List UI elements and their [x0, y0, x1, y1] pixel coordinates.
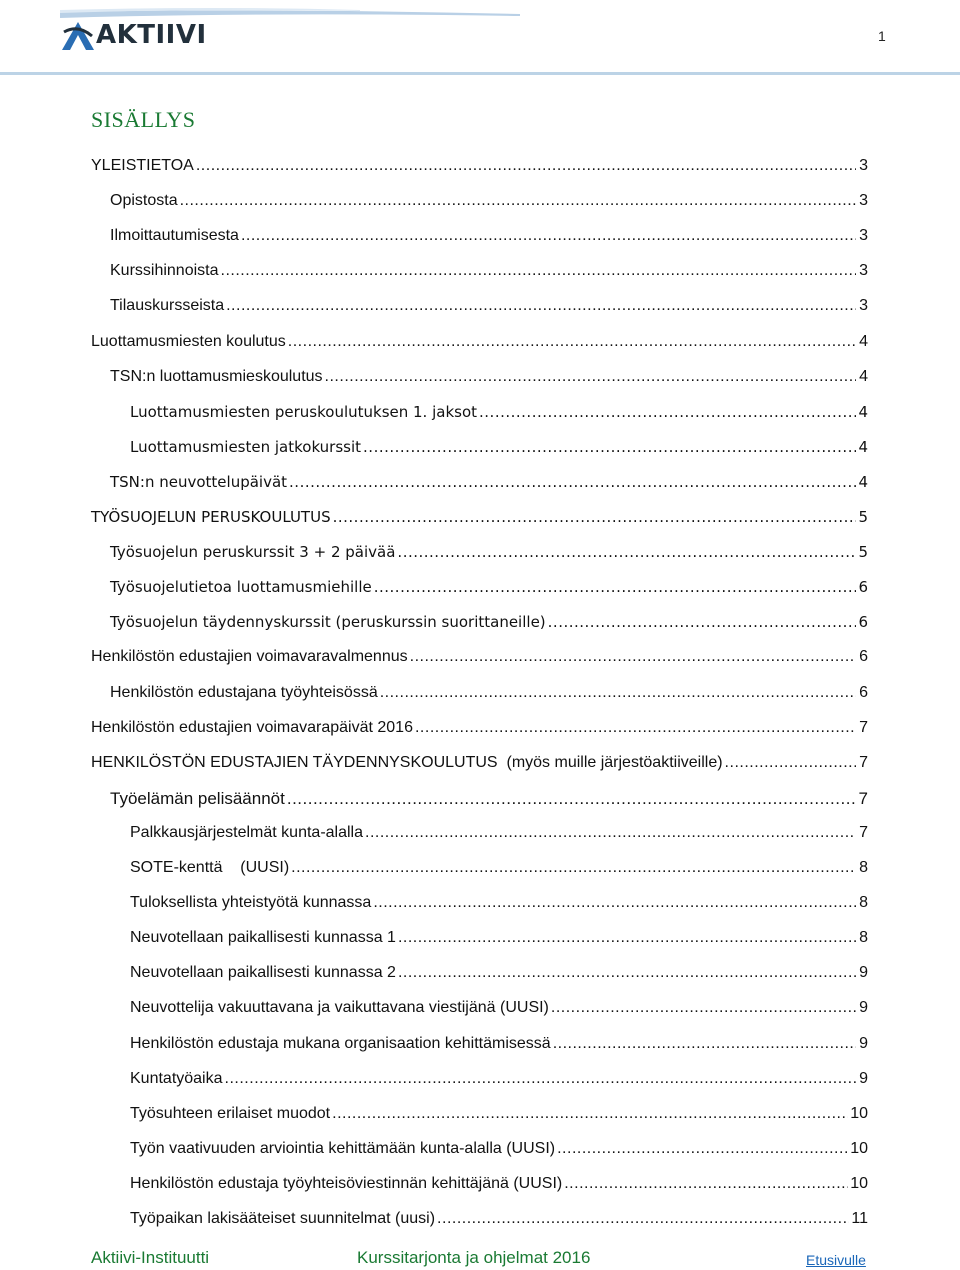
toc-entry[interactable]: [110, 368, 868, 392]
footer-document-title: Kurssitarjonta ja ohjelmat 2016: [357, 1248, 591, 1267]
toc-entry-label: Työelämän pelisäännöt: [110, 789, 285, 808]
toc-entry[interactable]: [130, 1105, 868, 1129]
toc-entry-page: 6: [859, 648, 868, 665]
toc-entry-label: Luottamusmiesten jatkokurssit: [130, 438, 362, 456]
toc-entry-page: 9: [859, 1070, 868, 1087]
toc-entry-label: Opistosta: [110, 192, 178, 209]
toc-entry-page: 10: [850, 1140, 868, 1157]
toc-leader-dots: [332, 1105, 848, 1123]
toc-entry[interactable]: [110, 192, 868, 216]
toc-entry-page: 9: [859, 999, 868, 1016]
toc-entry-label: YLEISTIETOA: [91, 157, 194, 174]
toc-leader-dots: [374, 578, 856, 596]
toc-entry[interactable]: [91, 754, 868, 778]
aktiivi-logo-icon: [58, 18, 98, 54]
toc-leader-dots: [288, 333, 856, 351]
toc-entry-label: SOTE-kenttä (UUSI): [130, 859, 290, 876]
toc-leader-dots: [564, 1175, 848, 1193]
toc-leader-dots: [226, 297, 856, 315]
toc-entry[interactable]: [110, 262, 868, 286]
toc-entry[interactable]: [130, 824, 868, 848]
toc-leader-dots: [725, 754, 856, 772]
toc-entry[interactable]: [91, 719, 868, 743]
toc-leader-dots: [437, 1210, 849, 1228]
toc-leader-dots: [333, 508, 856, 526]
toc-entry[interactable]: [130, 1140, 868, 1164]
footer-organization: Aktiivi-Instituutti: [91, 1248, 210, 1267]
toc-entry-page: 3: [859, 297, 868, 314]
toc-entry[interactable]: [91, 648, 868, 672]
toc-entry-page: 4: [858, 403, 868, 421]
toc-entry-page: 8: [859, 859, 868, 876]
toc-entry-page: 7: [858, 789, 868, 808]
toc-leader-dots: [398, 929, 856, 947]
toc-entry-label: Neuvotellaan paikallisesti kunnassa 1: [130, 929, 396, 946]
toc-entry-page: 7: [859, 719, 868, 736]
toc-entry-label: Kuntatyöaika: [130, 1070, 223, 1087]
toc-entry-page: 10: [850, 1175, 868, 1192]
toc-entry-page: 6: [859, 684, 868, 701]
toc-entry-page: 3: [859, 227, 868, 244]
toc-entry-page: 8: [859, 894, 868, 911]
toc-entry-page: 3: [859, 262, 868, 279]
toc-entry[interactable]: [110, 684, 868, 708]
toc-leader-dots: [225, 1070, 856, 1088]
toc-entry[interactable]: [110, 297, 868, 321]
toc-entry-label: Tuloksellista yhteistyötä kunnassa: [130, 894, 372, 911]
toc-leader-dots: [180, 192, 856, 210]
toc-entry-page: 9: [859, 1035, 868, 1052]
toc-leader-dots: [557, 1140, 848, 1158]
toc-entry[interactable]: [91, 508, 868, 532]
toc-entry-label: Työsuojelutietoa luottamusmiehille: [110, 578, 372, 596]
toc-entry-page: 4: [859, 368, 868, 385]
toc-entry[interactable]: [110, 227, 868, 251]
toc-entry-label: Neuvotellaan paikallisesti kunnassa 2: [130, 964, 396, 981]
toc-entry-label: Palkkausjärjestelmät kunta-alalla: [130, 824, 363, 841]
toc-entry[interactable]: [130, 1175, 868, 1199]
toc-entry-label: Henkilöstön edustaja työyhteisöviestinnän kehittäjänä (UUSI): [130, 1175, 563, 1192]
toc-entry-label: Henkilöstön edustajien voimavaravalmennus: [91, 648, 408, 665]
toc-leader-dots: [398, 964, 856, 982]
toc-entry-page: 5: [858, 543, 868, 561]
toc-leader-dots: [415, 719, 856, 737]
toc-entry-label: TYÖSUOJELUN PERUSKOULUTUS: [91, 508, 331, 526]
toc-entry[interactable]: [110, 789, 868, 813]
toc-entry-page: 6: [858, 578, 868, 596]
toc-entry[interactable]: [91, 157, 868, 181]
toc-leader-dots: [551, 999, 856, 1017]
toc-entry[interactable]: [130, 859, 868, 883]
toc-entry-label: Työsuojelun peruskurssit 3 + 2 päivää: [110, 543, 396, 561]
logo-wordmark: AKTIIVI: [96, 20, 207, 50]
toc-entry-label: TSN:n luottamusmieskoulutus: [110, 368, 323, 385]
toc-leader-dots: [397, 543, 856, 561]
toc-leader-dots: [363, 438, 856, 456]
toc-entry[interactable]: [130, 1035, 868, 1059]
toc-entry-page: 4: [858, 438, 868, 456]
toc-entry-label: Kurssihinnoista: [110, 262, 219, 279]
toc-entry[interactable]: [91, 333, 868, 357]
toc-entry-label: Henkilöstön edustaja mukana organisaation kehittämisessä: [130, 1035, 551, 1052]
toc-entry[interactable]: [110, 543, 868, 567]
toc-leader-dots: [325, 368, 856, 386]
toc-entry-page: 6: [858, 613, 868, 631]
toc-leader-dots: [380, 684, 856, 702]
toc-leader-dots: [553, 1035, 856, 1053]
page-header: [0, 0, 960, 78]
toc-entry[interactable]: [130, 964, 868, 988]
toc-entry-label: Työsuhteen erilaiset muodot: [130, 1105, 331, 1122]
toc-entry-label: Työsuojelun täydennyskurssit (peruskurssin suorittaneille): [110, 613, 546, 631]
toc-entry-label: TSN:n neuvottelupäivät: [110, 473, 288, 491]
toc-leader-dots: [365, 824, 856, 842]
toc-entry[interactable]: [130, 894, 868, 918]
toc-entry-page: 8: [859, 929, 868, 946]
toc-entry[interactable]: [130, 438, 868, 462]
toc-entry-page: 4: [858, 473, 868, 491]
toc-leader-dots: [287, 789, 856, 809]
toc-entry-label: Työpaikan lakisääteiset suunnitelmat (uusi): [130, 1210, 436, 1227]
header-divider: [0, 72, 960, 75]
toc-entry-page: 7: [859, 754, 868, 771]
toc-leader-dots: [221, 262, 857, 280]
toc-entry-label: Luottamusmiesten koulutus: [91, 333, 286, 350]
toc-entry[interactable]: [130, 1210, 868, 1234]
page-number: 1: [878, 28, 886, 44]
toc-leader-dots: [479, 403, 856, 421]
toc-leader-dots: [548, 613, 856, 631]
toc-entry[interactable]: [130, 999, 868, 1023]
toc-entry-page: 10: [850, 1105, 868, 1122]
footer-home-link[interactable]: Etusivulle: [806, 1252, 866, 1268]
toc-entry[interactable]: [130, 929, 868, 953]
toc-entry[interactable]: [110, 473, 868, 497]
toc-leader-dots: [410, 648, 856, 666]
toc-entry-label: Työn vaativuuden arviointia kehittämään kunta-alalla (UUSI): [130, 1140, 556, 1157]
toc-entry-label: Neuvottelija vakuuttavana ja vaikuttavana viestijänä (UUSI): [130, 999, 549, 1016]
toc-entry-page: 7: [859, 824, 868, 841]
toc-entry-label: Ilmoittautumisesta: [110, 227, 239, 244]
page-footer: [0, 1248, 960, 1270]
toc-entry-page: 9: [859, 964, 868, 981]
toc-entry[interactable]: [130, 1070, 868, 1094]
toc-entry[interactable]: [110, 613, 868, 637]
toc-leader-dots: [196, 157, 856, 175]
toc-entry-page: 3: [859, 192, 868, 209]
toc-entry-label: HENKILÖSTÖN EDUSTAJIEN TÄYDENNYSKOULUTUS (myös muille järjestöaktiiveille): [91, 754, 723, 771]
toc-leader-dots: [373, 894, 856, 912]
toc-title: SISÄLLYS: [91, 107, 196, 132]
toc-leader-dots: [241, 227, 856, 245]
toc-entry[interactable]: [130, 403, 868, 427]
toc-entry-page: 4: [859, 333, 868, 350]
toc-entry-label: Henkilöstön edustajana työyhteisössä: [110, 684, 378, 701]
toc-entry-label: Henkilöstön edustajien voimavarapäivät 2016: [91, 719, 413, 736]
toc-entry[interactable]: [110, 578, 868, 602]
toc-entry-label: Tilauskursseista: [110, 297, 225, 314]
toc-leader-dots: [289, 473, 856, 491]
toc-entry-page: 3: [859, 157, 868, 174]
toc-entry-page: 5: [858, 508, 868, 526]
toc-leader-dots: [291, 859, 856, 877]
toc-entry-page: 11: [851, 1210, 868, 1227]
toc-entry-label: Luottamusmiesten peruskoulutuksen 1. jaksot: [130, 403, 478, 421]
